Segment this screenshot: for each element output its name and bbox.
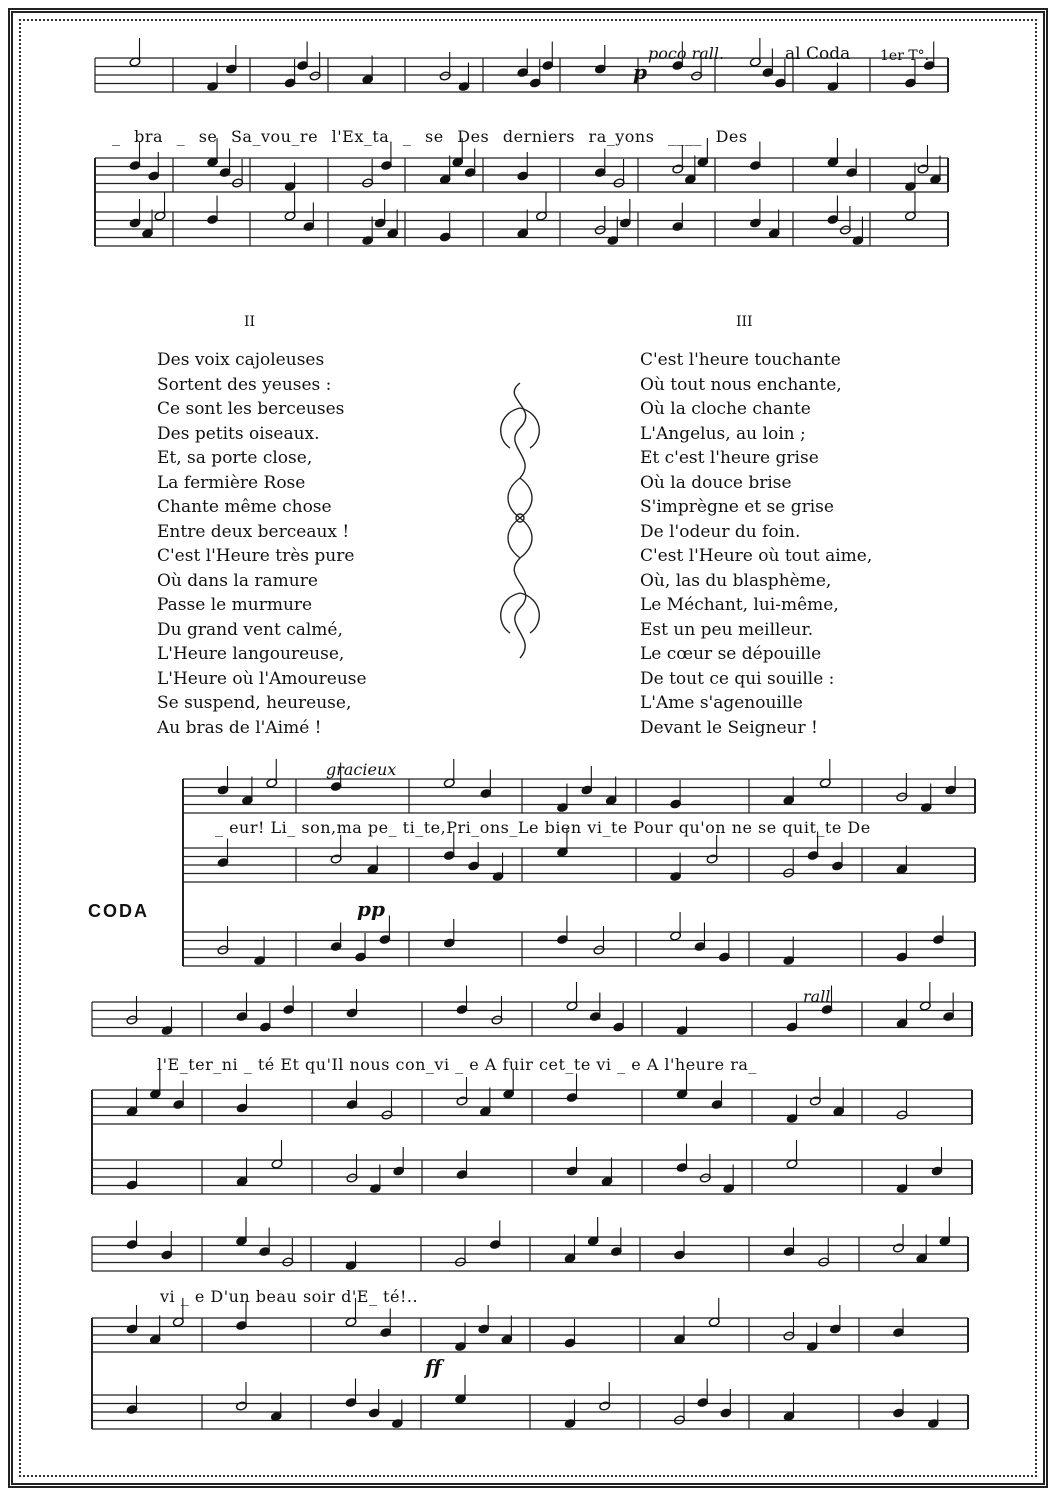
ff-dynamic: ff [425, 1355, 442, 1379]
verse-line: Chante même chose [157, 497, 332, 517]
verse-line: C'est l'heure touchante [640, 350, 841, 370]
verse-line: Le Méchant, lui-même, [640, 595, 839, 615]
verse-line: C'est l'Heure très pure [157, 546, 355, 566]
verse-line: S'imprègne et se grise [640, 497, 834, 517]
pp-dynamic: pp [357, 897, 385, 921]
verse-line: L'Heure langoureuse, [157, 644, 345, 664]
coda-label: CODA [88, 901, 149, 921]
verse-line: La fermière Rose [157, 472, 306, 493]
gracieux-marking: gracieux [326, 760, 397, 779]
piano-dynamic: p [633, 60, 647, 84]
verse-line: Le cœur se dépouille [640, 644, 822, 664]
first-time-marking: 1er T°. [880, 48, 930, 64]
verse-line: Et c'est l'heure grise [640, 448, 819, 468]
verse-line: L'Heure où l'Amoureuse [157, 668, 367, 689]
verse-line: Où la cloche chante [640, 399, 811, 419]
verse-line: Devant le Seigneur ! [640, 717, 818, 738]
verse-3 [640, 348, 872, 740]
system1-lyrics: _ bra _ se Sa_vou_re l'Ex_ta _ se Des derniers ra_yons ____ Des [112, 127, 748, 146]
verse-line: Du grand vent calmé, [157, 619, 343, 640]
verse-number-3: III [736, 314, 753, 330]
coda-lyrics-3: vi _ e D'un beau soir d'E_ té!.. [160, 1287, 419, 1306]
coda-lyrics-2: l'E_ter_ni _ té Et qu'Il nous con_vi _ e A fuir cet_te vi _ e A l'heure ra_ [157, 1055, 757, 1074]
poco-rall-marking: poco rall. [648, 44, 725, 63]
verse-line: Au bras de l'Aimé ! [157, 717, 322, 738]
verse-2 [157, 348, 367, 740]
verse-number-2: II [244, 314, 256, 330]
verse-line: De tout ce qui souille : [640, 668, 835, 689]
verse-line: Est un peu meilleur. [640, 619, 814, 640]
verse-line: Où dans la ramure [157, 570, 318, 591]
verse-line: Et, sa porte close, [157, 448, 313, 468]
verse-line: Des voix cajoleuses [157, 350, 325, 370]
verse-line: L'Ame s'agenouille [640, 693, 803, 713]
verse-line: Entre deux berceaux ! [157, 521, 350, 542]
verse-line: De l'odeur du foin. [640, 521, 801, 542]
verse-line: C'est l'Heure où tout aime, [640, 546, 873, 566]
verse-line: Ce sont les berceuses [157, 399, 345, 419]
floral-ornament [490, 378, 550, 663]
verse-line: Passe le murmure [157, 595, 313, 615]
verse-line: Sortent des yeuses : [157, 374, 332, 395]
al-coda-marking: al Coda [785, 44, 851, 64]
verse-line: Où, las du blasphème, [640, 570, 832, 591]
coda-lyrics-1: _ eur! Li_ son,ma pe_ ti_te,Pri_ons_Le bien vi_te Pour qu'on ne se quit_te De [215, 818, 871, 837]
rall-marking: rall [803, 987, 831, 1006]
verse-line: Des petits oiseaux. [157, 423, 320, 444]
verse-line: Où tout nous enchante, [640, 374, 842, 395]
verse-line: Se suspend, heureuse, [157, 693, 352, 713]
verse-line: Où la douce brise [640, 472, 792, 493]
verse-line: L'Angelus, au loin ; [640, 423, 806, 444]
